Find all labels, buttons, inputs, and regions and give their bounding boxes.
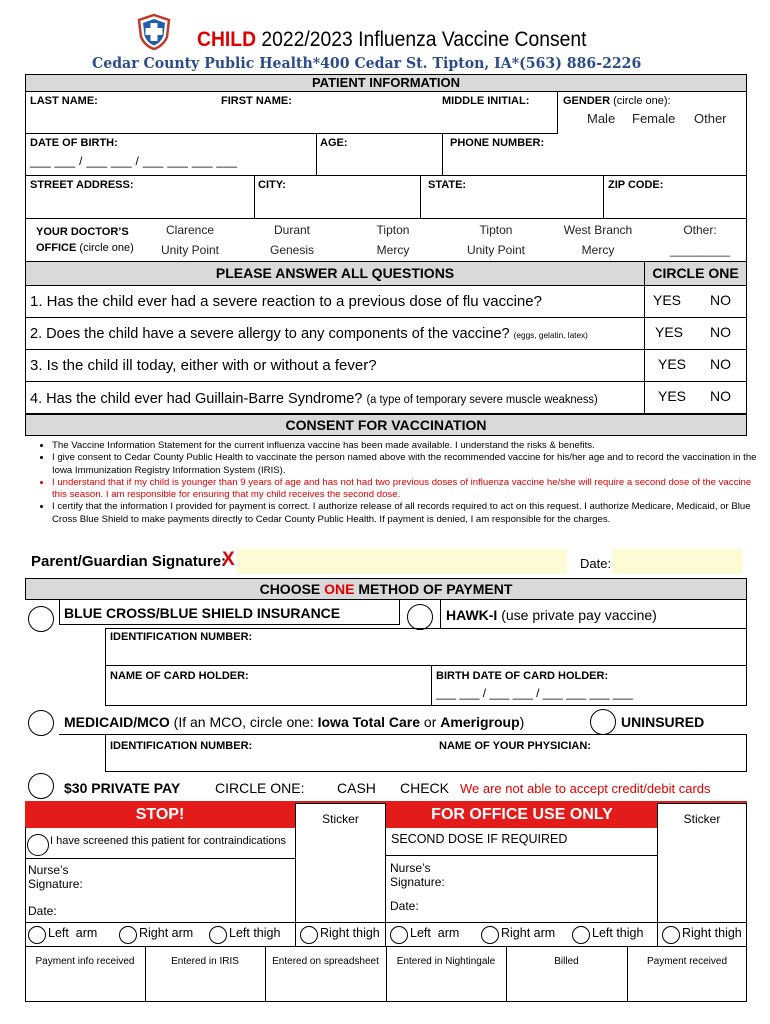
site-right-arm: Right arm (139, 926, 194, 940)
divider (442, 134, 443, 175)
question-1: 1. Has the child ever had a severe reaction to a previous dose of flu vaccine? (30, 293, 542, 310)
first-name-label: FIRST NAME: (221, 95, 292, 107)
doctor-option-other[interactable]: Other: _________ (670, 223, 731, 257)
consent-item: • I understand that if my child is younger than 9 years of age and has not had two previous doses of influenza vaccine he/she will require a second dose of the vaccine this season. I am responsible for ensuring that my child receives the second dose. (52, 477, 764, 502)
site-left-thigh-radio[interactable] (209, 926, 227, 944)
bcbs-id-label: IDENTIFICATION NUMBER: (110, 631, 253, 643)
question-4-note: (a type of temporary severe muscle weakness) (366, 394, 598, 406)
gender-label-text: GENDER (563, 95, 611, 107)
tracking-nightingale[interactable]: Entered in Nightingale (396, 956, 496, 967)
no-cards-note: We are not able to accept credit/debit cards (460, 781, 711, 796)
site2-left-arm: Left arm (410, 926, 460, 940)
hawki-label: HAWK-I (use private pay vaccine) (446, 607, 657, 623)
q1-no[interactable]: NO (710, 292, 731, 308)
private-pay-radio[interactable] (28, 773, 54, 799)
q2-no[interactable]: NO (710, 324, 731, 340)
q4-no[interactable]: NO (710, 388, 731, 404)
medicaid-label: MEDICAID/MCO (If an MCO, circle one: Iowa Total Care or Amerigroup) (64, 714, 525, 730)
age-label: AGE: (320, 137, 348, 149)
age-field[interactable] (318, 150, 438, 172)
questions-heading: PLEASE ANSWER ALL QUESTIONS (25, 261, 645, 286)
office-only-label: FOR OFFICE USE ONLY (431, 806, 613, 823)
date-field[interactable] (612, 549, 742, 574)
divider (627, 946, 628, 1002)
title-rest: 2022/2023 Influenza Vaccine Consent (261, 28, 587, 51)
medicaid-id-label: IDENTIFICATION NUMBER: (110, 740, 253, 752)
check-option[interactable]: CHECK (400, 780, 450, 796)
gender-female[interactable]: Female (632, 111, 676, 126)
tracking-payment-received[interactable]: Payment received (646, 956, 728, 967)
question-4: 4. Has the child ever had Guillain-Barre Syndrome? (a type of temporary severe muscle weakness) (30, 390, 598, 407)
tracking-spreadsheet[interactable]: Entered on spreadsheet (272, 956, 379, 967)
site2-right-arm-radio[interactable] (481, 926, 499, 944)
divider (254, 176, 255, 219)
doctor-option-tipton-unitypoint[interactable]: Tipton Unity Point (466, 223, 526, 257)
question-2: 2. Does the child have a severe allergy to any components of the vaccine? (eggs, gelatin, latex) (30, 325, 588, 342)
site-left-thigh: Left thigh (229, 926, 281, 940)
zip-field[interactable] (606, 193, 744, 217)
divider (25, 317, 747, 318)
signature-label: Parent/Guardian Signature: (31, 553, 227, 570)
doctor-label (36, 224, 134, 256)
divider (603, 176, 604, 219)
form-title (197, 28, 587, 52)
divider (316, 134, 317, 175)
card-holder-field[interactable] (108, 684, 428, 704)
question-3: 3. Is the child ill today, either with or without a fever? (30, 357, 377, 374)
consent-item: • I give consent to Cedar County Public Health to vaccinate the person named above with the recommended vaccine for his/her age and to record the vaccination in the Iowa Immunization Registry Information System (IRIS). (52, 452, 764, 477)
site2-left-arm-radio[interactable] (390, 926, 408, 944)
first-name-field[interactable] (218, 108, 428, 132)
middle-initial-label: MIDDLE INITIAL: (442, 95, 530, 107)
uninsured-radio[interactable] (590, 709, 616, 735)
q4-yes[interactable]: YES (658, 388, 687, 404)
nurse-sig-left: Nurse’s Signature: (28, 863, 83, 891)
state-label: STATE: (428, 179, 467, 191)
sticker-label-left: Sticker (322, 812, 359, 826)
dob-field[interactable]: ___ ___ / ___ ___ / ___ ___ ___ ___ (30, 154, 238, 168)
doctor-option-westbranch-mercy[interactable]: West Branch Mercy (563, 223, 633, 257)
divider (25, 858, 295, 859)
street-field[interactable] (27, 193, 251, 217)
phone-label: PHONE NUMBER: (450, 137, 545, 149)
bcbs-label: BLUE CROSS/BLUE SHIELD INSURANCE (64, 605, 341, 621)
medicaid-radio[interactable] (28, 710, 54, 736)
last-name-label: LAST NAME: (30, 95, 98, 107)
uninsured-label: UNINSURED (621, 714, 705, 730)
divider (145, 946, 146, 1002)
stop-label: STOP! (135, 806, 185, 823)
divider (420, 176, 421, 219)
circle-one-label: CIRCLE ONE: (215, 780, 305, 796)
consent-list (30, 440, 764, 526)
city-field[interactable] (257, 193, 417, 217)
site2-right-thigh-radio[interactable] (662, 926, 680, 944)
phone-field[interactable] (446, 150, 742, 172)
bcbs-id-field[interactable] (108, 645, 744, 663)
bcbs-radio[interactable] (28, 606, 54, 632)
organization-line: Cedar County Public Health*400 Cedar St. Tipton, IA*(563) 886-2226 (92, 54, 642, 72)
site-right-thigh: Right thigh (320, 926, 380, 940)
site2-right-arm: Right arm (501, 926, 556, 940)
site-right-arm-radio[interactable] (119, 926, 137, 944)
state-field[interactable] (423, 193, 601, 217)
card-holder-label: NAME OF CARD HOLDER: (110, 670, 249, 682)
doctor-label-line2: OFFICE (circle one) (36, 242, 134, 254)
gender-hint: (circle one): (613, 95, 671, 107)
doctor-label-line1: YOUR DOCTOR’S (36, 226, 129, 238)
screened-checkbox[interactable] (27, 834, 49, 856)
private-pay-label: $30 PRIVATE PAY (64, 780, 181, 796)
signature-mark: X (222, 549, 235, 570)
circle-one-heading: CIRCLE ONE (644, 261, 747, 286)
site2-right-thigh: Right thigh (682, 926, 742, 940)
site-left-arm: Left arm (48, 926, 98, 940)
zip-label: ZIP CODE: (608, 179, 664, 191)
cash-option[interactable]: CASH (337, 780, 376, 796)
divider (105, 665, 747, 666)
middle-initial-field[interactable] (440, 108, 550, 132)
tracking-iris[interactable]: Entered in IRIS (171, 956, 239, 967)
city-label: CITY: (258, 179, 286, 191)
physician-field[interactable] (436, 752, 744, 770)
hawki-radio[interactable] (407, 604, 433, 630)
site2-left-thigh: Left thigh (592, 926, 644, 940)
nurse-date-right: Date: (390, 899, 419, 913)
divider (386, 855, 658, 856)
doctor-option-clarence-unitypoint[interactable]: Clarence Unity Point (160, 223, 220, 257)
dob-label: DATE OF BIRTH: (30, 137, 118, 149)
last-name-field[interactable] (26, 108, 206, 132)
gender-male[interactable]: Male (587, 111, 616, 126)
consent-item: • The Vaccine Information Statement for the current influenza vaccine has been made available. I understand the risks & benefits. (52, 440, 764, 452)
patient-info-heading: PATIENT INFORMATION (25, 74, 747, 92)
divider (25, 349, 747, 350)
physician-label: NAME OF YOUR PHYSICIAN: (439, 740, 591, 752)
second-dose-label: SECOND DOSE IF REQUIRED (391, 832, 568, 846)
doctor-option-tipton-mercy[interactable]: Tipton Mercy (376, 223, 410, 257)
divider (265, 946, 266, 1002)
q2-yes[interactable]: YES (655, 324, 684, 340)
date-label: Date: (580, 556, 612, 571)
q1-yes[interactable]: YES (653, 292, 682, 308)
sticker-label-right: Sticker (683, 812, 721, 826)
gender-label (563, 95, 671, 107)
tracking-billed[interactable]: Billed (554, 956, 579, 967)
site-left-arm-radio[interactable] (28, 926, 46, 944)
divider (506, 946, 507, 1002)
birth-date-label: BIRTH DATE OF CARD HOLDER: (436, 670, 609, 682)
signature-field[interactable] (237, 549, 567, 574)
divider (25, 381, 747, 382)
screened-label: I have screened this patient for contraindications (50, 835, 287, 847)
consent-item: • I certify that the information I provided for payment is correct. I authorize release of all records required to act on this request. I authorize Medicare, Medicaid, or Blue Cross Blue Shield to make payments directly to Cedar County Public Health. If payment is denied, I am responsible for the charges. (52, 501, 764, 526)
tracking-payment-info[interactable]: Payment info received (35, 956, 135, 967)
doctor-option-durant-genesis[interactable]: Durant Genesis (269, 223, 315, 257)
site2-left-thigh-radio[interactable] (572, 926, 590, 944)
title-child: CHILD (197, 28, 257, 51)
consent-heading: CONSENT FOR VACCINATION (25, 414, 747, 436)
gender-other[interactable]: Other (694, 111, 727, 126)
q3-no[interactable]: NO (710, 356, 731, 372)
question-2-note: (eggs, gelatin, latex) (513, 330, 588, 340)
divider (386, 946, 387, 1002)
q3-yes[interactable]: YES (658, 356, 687, 372)
street-label: STREET ADDRESS: (30, 179, 134, 191)
nurse-sig-right: Nurse’s Signature: (390, 861, 445, 889)
nurse-date-left: Date: (28, 904, 57, 918)
site-right-thigh-radio[interactable] (300, 926, 318, 944)
payment-heading: CHOOSE ONE METHOD OF PAYMENT (25, 578, 747, 600)
medicaid-id-field[interactable] (108, 752, 428, 770)
shield-logo-icon (136, 13, 172, 51)
divider (431, 665, 432, 706)
birth-date-field[interactable]: ___ ___ / ___ ___ / ___ ___ ___ ___ (436, 686, 633, 700)
